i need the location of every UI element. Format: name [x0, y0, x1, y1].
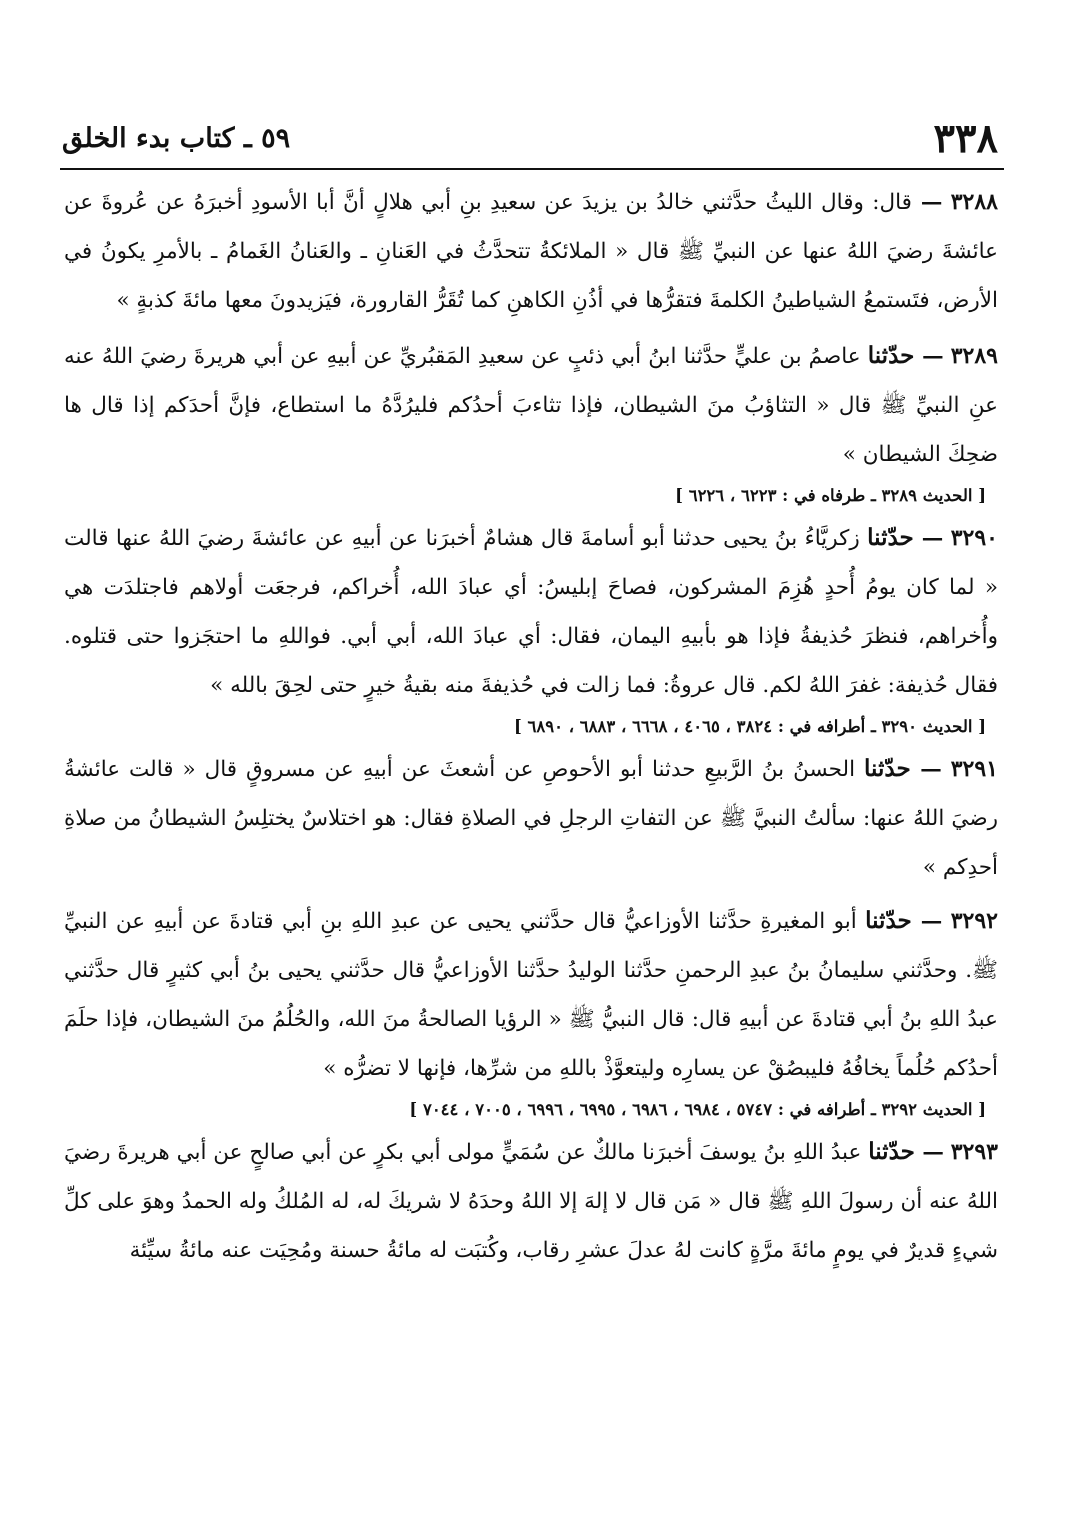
- hadith-3290: [64, 513, 998, 710]
- haddathana-keyword: حدّثنا: [867, 524, 914, 551]
- hadith-number: ٣٢٩٠: [950, 525, 998, 551]
- hadith-3293: [64, 1127, 998, 1275]
- page-header: [62, 110, 998, 166]
- page-number: ٣٣٨: [933, 114, 998, 162]
- separator-dash: —: [911, 190, 943, 215]
- hadith-text: أبو المغيرةِ حدَّثنا الأوزاعيُّ قال حدَّثني يحيى عن عبدِ اللهِ بنِ أبي قتادةَ عن أبيهِ عن النبيِّ ﷺ. وحدَّثني سليمانُ بنُ عبدِ الرحمنِ حدَّثنا الوليدُ حدَّثنا الأوزاعيُّ قال حدَّثني يحيى بنُ أبي كثيرٍ قال حدَّثني عبدُ اللهِ بنُ أبي قتادةَ عن أبيهِ قال: قال النبيُّ ﷺ « الرؤيا الصالحةُ منَ الله، والحُلُمُ منَ الشيطان، فإذا حلَمَ أحدُكم حُلُماً يخافُهُ فليبصُقْ عن يسارِه وليتعوَّذْ باللهِ من شرِّها، فإنها لا تضرُّه »: [64, 909, 998, 1081]
- haddathana-keyword: حدّثنا: [867, 342, 915, 369]
- separator-dash: —: [914, 1140, 944, 1165]
- haddathana-keyword: حدّثنا: [865, 907, 912, 934]
- separator-dash: —: [913, 526, 944, 551]
- running-head: ٥٩ ـ كتاب بدء الخلق: [62, 122, 291, 154]
- hadith-number: ٣٢٩٣: [950, 1139, 998, 1165]
- cross-reference: [ الحديث ٣٢٨٩ ـ طرفاه في : ٦٢٢٣ ، ٦٢٢٦ ]: [675, 486, 986, 505]
- hadith-number: ٣٢٨٨: [950, 189, 998, 215]
- hadith-3291: [64, 744, 998, 892]
- header-rule: [60, 168, 1004, 170]
- hadith-text: الحسنُ بنُ الرَّبيعِ حدثنا أبو الأحوصِ عن أشعثَ عن أبيهِ عن مسروقٍ قال « قالت عائشةُ رضيَ اللهُ عنها: سألتُ النبيَّ ﷺ عن التفاتِ الرجلِ في الصلاةِ فقال: هو اختلاسٌ يختلِسُ الشيطانُ من صلاةِ أحدِكم »: [64, 757, 998, 880]
- hadith-text: زكريَّاءُ بنُ يحيى حدثنا أبو أسامةَ قال هشامٌ أخبرَنا عن أبيهِ عن عائشةَ رضيَ اللهُ عنها قالت « لما كان يومُ أُحدٍ هُزِمَ المشركون، فصاحَ إبليسُ: أي عبادَ الله، أُخراكم، فرجعَت أولاهم فاجتلدَت هي وأُخراهم، فنظرَ حُذيفةُ فإذا هو بأبيهِ اليمان، فقال: أي عبادَ الله، أبي أبي. فواللهِ ما احتجَزوا حتى قتلوه. فقال حُذيفة: غفرَ اللهُ لكم. قال عروةُ: فما زالت في حُذيفةَ منه بقيةُ خيرٍ حتى لحِقَ بالله »: [64, 526, 998, 698]
- cross-reference: [ الحديث ٣٢٩٢ ـ أطرافه في : ٥٧٤٧ ، ٦٩٨٤ ، ٦٩٨٦ ، ٦٩٩٥ ، ٦٩٩٦ ، ٧٠٠٥ ، ٧٠٤٤ ]: [409, 1100, 986, 1119]
- hadith-3288: [64, 178, 998, 325]
- hadith-number: ٣٢٩٢: [950, 908, 998, 934]
- page-body: [64, 178, 998, 1275]
- hadith-3289: [64, 331, 998, 479]
- separator-dash: —: [914, 344, 944, 369]
- hadith-number: ٣٢٨٩: [950, 343, 998, 369]
- hadith-text: عبدُ اللهِ بنُ يوسفَ أخبرَنا مالكٌ عن سُمَيٍّ مولى أبي بكرٍ عن أبي صالحٍ عن أبي هريرةَ رضيَ اللهُ عنه أن رسولَ اللهِ ﷺ قال « مَن قال لا إلهَ إلا اللهُ وحدَهُ لا شريكَ له، له المُلكُ وله الحمدُ وهوَ على كلِّ شيءٍ قديرٌ في يومٍ مائةَ مرَّةٍ كانت لهُ عدلَ عشرِ رقاب، وكُتبَت له مائةُ حسنة ومُحِيَت عنه مائةُ سيِّئة: [64, 1140, 998, 1263]
- haddathana-keyword: حدّثنا: [868, 1138, 915, 1165]
- separator-dash: —: [911, 909, 943, 934]
- separator-dash: —: [910, 757, 942, 782]
- hadith-3292: [64, 896, 998, 1093]
- hadith-text: عاصمُ بن عليٍّ حدَّثنا ابنُ أبي ذئبٍ عن سعيدِ المَقبُريِّ عن أبيهِ عن أبي هريرةَ رضيَ اللهُ عنه عنِ النبيِّ ﷺ قال « التثاؤبُ منَ الشيطان، فإذا تثاءبَ أحدُكم فليرُدَّهُ ما استطاع، فإنَّ أحدَكم إذا قال ها ضحِكَ الشيطان »: [64, 344, 998, 467]
- cross-reference: [ الحديث ٣٢٩٠ ـ أطرافه في : ٣٨٢٤ ، ٤٠٦٥ ، ٦٦٦٨ ، ٦٨٨٣ ، ٦٨٩٠ ]: [513, 717, 986, 736]
- hadith-text: قال: وقال الليثُ حدَّثني خالدُ بن يزيدَ عن سعيدِ بنِ أبي هلالٍ أنَّ أبا الأسودِ أخبرَهُ عن عُروةَ عن عائشةَ رضيَ اللهُ عنها عن النبيِّ ﷺ قال « الملائكةُ تتحدَّثُ في العَنانِ ـ والعَنانُ الغَمامُ ـ بالأمرِ يكونُ في الأرض، فتَستمعُ الشياطينُ الكلمةَ فتقرُّها في أذُنِ الكاهنِ كما تُقَرُّ القارورة، فيَزيدونَ معها مائةَ كذبةٍ »: [64, 190, 998, 313]
- hadith-number: ٣٢٩١: [950, 756, 998, 782]
- haddathana-keyword: حدّثنا: [864, 755, 911, 782]
